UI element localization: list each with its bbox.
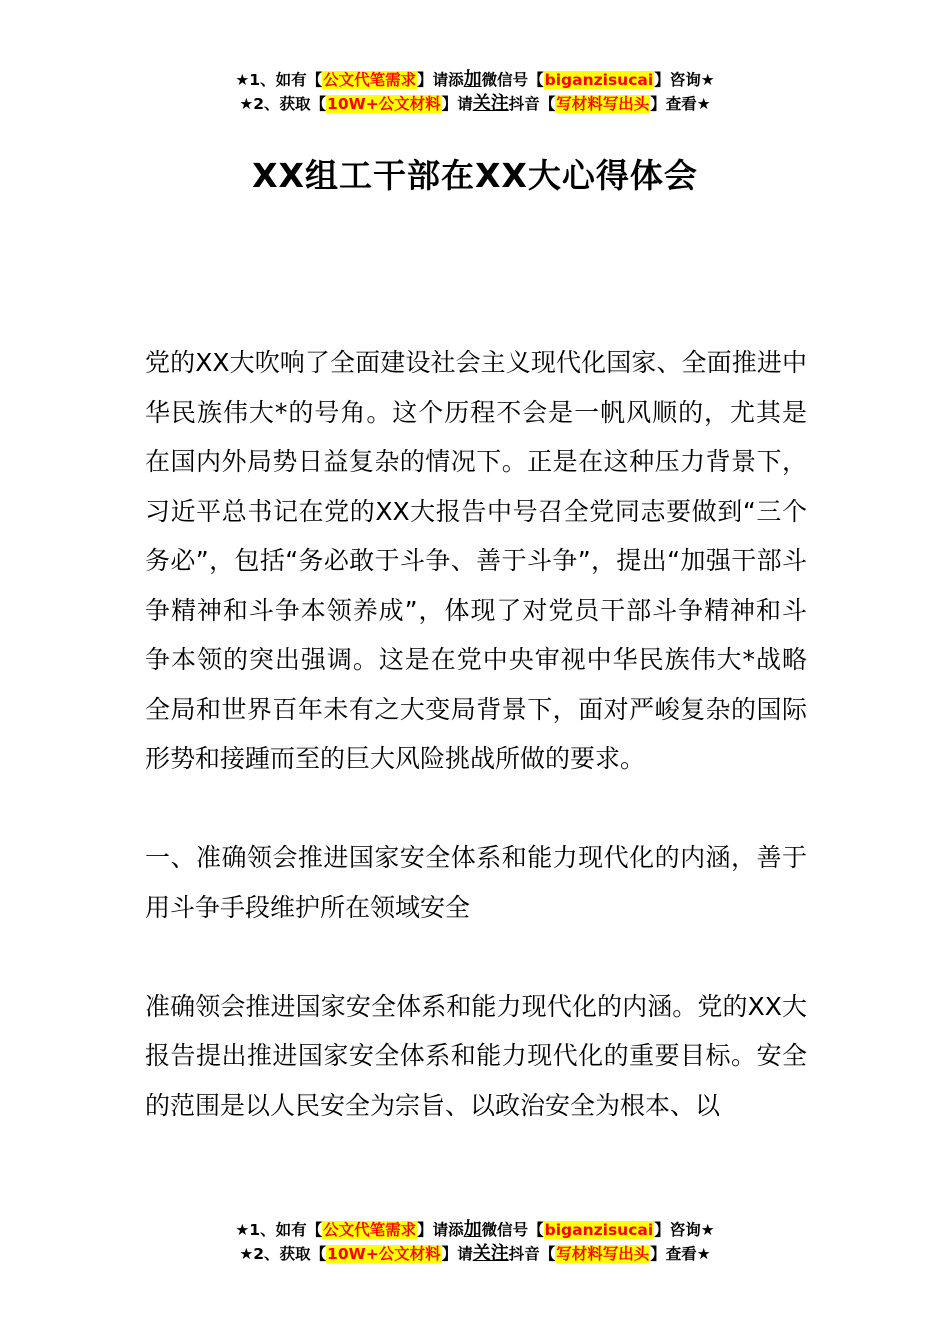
paragraph-spacer bbox=[145, 784, 807, 834]
promo-text: ★2、获取【 bbox=[239, 95, 327, 113]
promo-text: 】咨询★ bbox=[654, 1221, 715, 1239]
promo-text: 微信号【 bbox=[481, 71, 544, 89]
promo-text: 】请添 bbox=[417, 1221, 464, 1239]
promo-text: 抖音【 bbox=[508, 1245, 556, 1263]
promo-emphasis: 关注 bbox=[472, 93, 509, 114]
promo-line-1 bbox=[0, 68, 950, 92]
document-title: XX组工干部在XX大心得体会 bbox=[252, 156, 698, 195]
promo-text: ★1、如有【 bbox=[235, 1221, 323, 1239]
promo-text: ★2、获取【 bbox=[239, 1245, 327, 1263]
promo-line-1 bbox=[0, 1218, 950, 1242]
promo-text: 】咨询★ bbox=[654, 71, 715, 89]
promo-text: 】查看★ bbox=[650, 95, 711, 113]
promo-highlight: 10W+公文材料 bbox=[327, 95, 441, 113]
promo-text: ★1、如有【 bbox=[235, 71, 323, 89]
document-body bbox=[145, 338, 807, 1130]
promo-highlight-douyin: 写材料写出头 bbox=[556, 95, 650, 113]
paragraph-spacer bbox=[145, 932, 807, 982]
promo-highlight-wechat: biganzisucai bbox=[544, 71, 654, 89]
promo-highlight: 公文代笔需求 bbox=[323, 71, 417, 89]
promo-emphasis: 关注 bbox=[472, 1243, 509, 1264]
body-paragraph: 准确领会推进国家安全体系和能力现代化的内涵。党的XX大报告提出推进国家安全体系和能力现代化的重要目标。安全的范围是以人民安全为宗旨、以政治安全为根本、以 bbox=[145, 991, 807, 1120]
promo-text: 】请 bbox=[441, 1245, 473, 1263]
promo-text: 抖音【 bbox=[508, 95, 556, 113]
promo-line-2 bbox=[0, 1242, 950, 1266]
body-paragraph: 党的XX大吹响了全面建设社会主义现代化国家、全面推进中华民族伟大*的号角。这个历程不会是一帆风顺的，尤其是在国内外局势日益复杂的情况下。正是在这种压力背景下，习近平总书记在党的XX大报告中号召全党同志要做到“三个务必”，包括“务必敢于斗争、善于斗争”，提出“加强干部斗争精神和斗争本领养成”，体现了对党员干部斗争精神和斗争本领的突出强调。这是在党中央审视中华民族伟大*战略全局和世界百年未有之大变局背景下，面对严峻复杂的国际形势和接踵而至的巨大风险挑战所做的要求。 bbox=[145, 348, 807, 773]
promo-line-2 bbox=[0, 92, 950, 116]
promo-text: 】查看★ bbox=[650, 1245, 711, 1263]
promo-highlight: 10W+公文材料 bbox=[327, 1245, 441, 1263]
footer-promo-banner bbox=[0, 1218, 950, 1266]
promo-emphasis: 加 bbox=[463, 69, 482, 90]
promo-highlight-wechat: biganzisucai bbox=[544, 1221, 654, 1239]
section-heading: 一、准确领会推进国家安全体系和能力现代化的内涵，善于用斗争手段维护所在领域安全 bbox=[145, 843, 807, 922]
promo-emphasis: 加 bbox=[463, 1219, 482, 1240]
promo-text: 】请 bbox=[441, 95, 473, 113]
promo-text: 微信号【 bbox=[481, 1221, 544, 1239]
promo-highlight: 公文代笔需求 bbox=[323, 1221, 417, 1239]
promo-text: 】请添 bbox=[417, 71, 464, 89]
promo-highlight-douyin: 写材料写出头 bbox=[556, 1245, 650, 1263]
header-promo-banner bbox=[0, 68, 950, 116]
